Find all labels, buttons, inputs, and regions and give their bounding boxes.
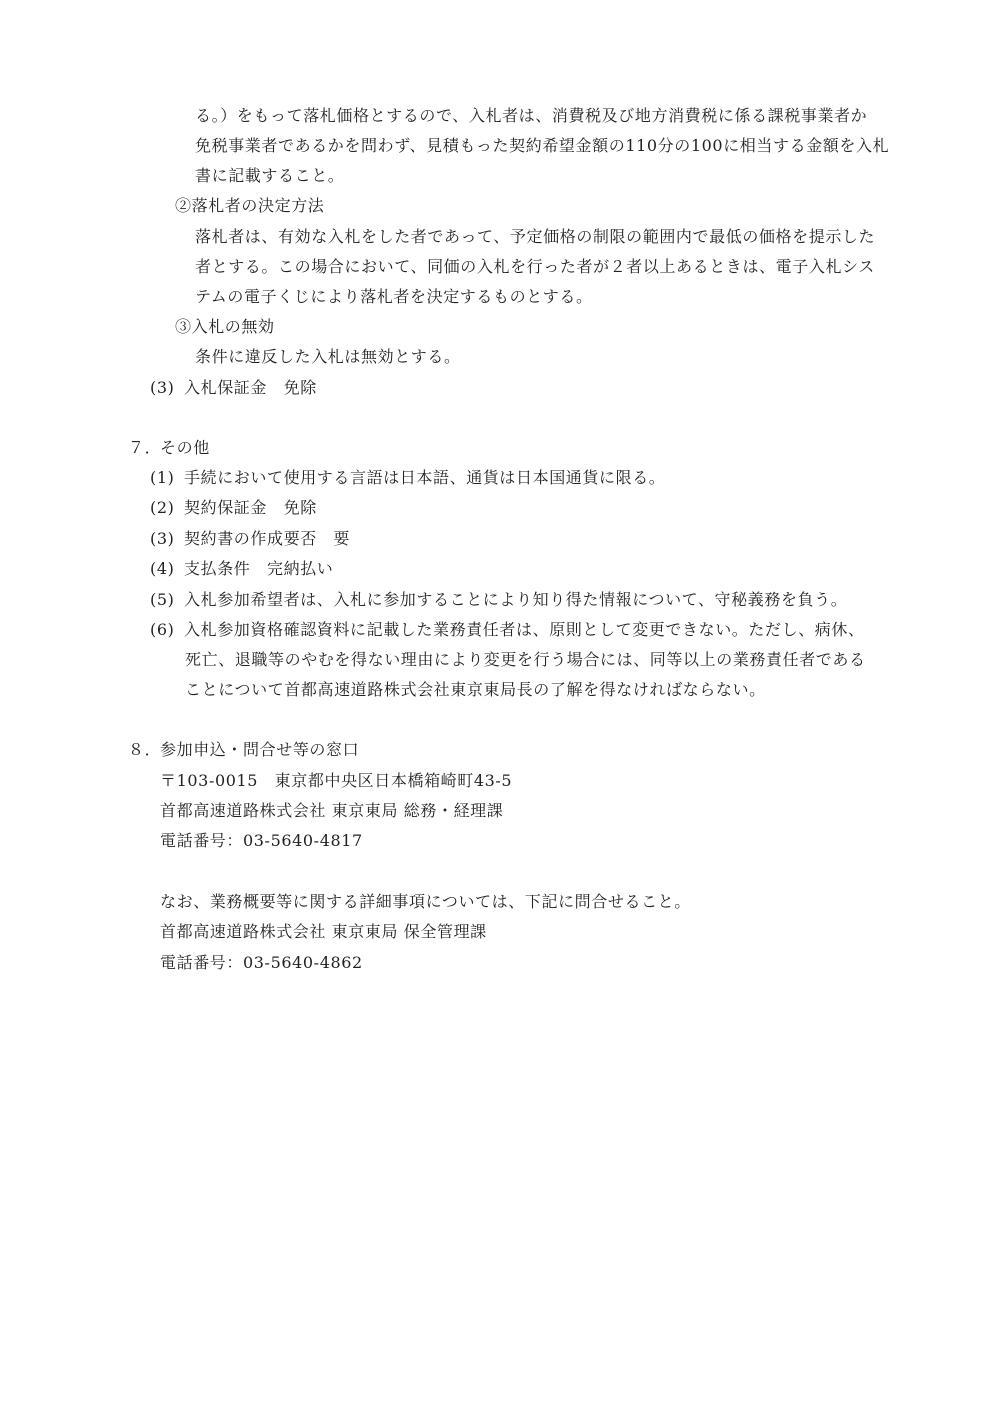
contact-phone: 電話番号：03-5640-4817 bbox=[160, 831, 363, 850]
section-number: ７． bbox=[128, 438, 162, 457]
list-item-number: (5) bbox=[150, 590, 175, 609]
list-item bbox=[150, 622, 865, 638]
body-text-line: 落札者は、有効な入札をした者であって、予定価格の制限の範囲内で最低の価格を提示した bbox=[195, 227, 876, 246]
body-text-line: 書に記載すること。 bbox=[195, 166, 345, 185]
inquiry-organization: 首都高速道路株式会社 東京東局 保全管理課 bbox=[160, 922, 487, 941]
section-title: 参加申込・問合せ等の窓口 bbox=[160, 740, 360, 759]
contact-organization: 首都高速道路株式会社 東京東局 総務・経理課 bbox=[160, 801, 504, 820]
list-item-text: 入札参加希望者は、入札に参加することにより知り得た情報について、守秘義務を負う。 bbox=[184, 590, 848, 609]
list-item bbox=[150, 531, 350, 547]
inquiry-phone: 電話番号：03-5640-4862 bbox=[160, 953, 363, 972]
body-text-line: テムの電子くじにより落札者を決定するものとする。 bbox=[195, 287, 593, 306]
list-item bbox=[150, 500, 317, 516]
section-title: その他 bbox=[160, 438, 210, 457]
list-item-text: 契約保証金 免除 bbox=[184, 498, 317, 517]
list-item-bid-bond bbox=[150, 380, 317, 396]
list-item-number: (3) bbox=[150, 529, 175, 548]
list-item-text: 入札参加資格確認資料に記載した業務責任者は、原則として変更できない。ただし、病休、 bbox=[184, 620, 865, 639]
list-item-continuation: 死亡、退職等のやむを得ない理由により変更を行う場合には、同等以上の業務責任者である bbox=[185, 650, 866, 669]
list-item-text: 支払条件 完納払い bbox=[184, 559, 334, 578]
list-item-number: (3) bbox=[150, 378, 175, 397]
list-item-text: 入札保証金 免除 bbox=[184, 378, 317, 397]
list-item-text: 手続において使用する言語は日本語、通貨は日本国通貨に限る。 bbox=[184, 468, 666, 487]
list-item-number: (2) bbox=[150, 498, 175, 517]
body-text-line: 者とする。この場合において、同価の入札を行った者が２者以上あるときは、電子入札シス bbox=[195, 257, 875, 276]
list-item-continuation: ことについて首都高速道路株式会社東京東局長の了解を得なければならない。 bbox=[185, 680, 766, 699]
subheading-invalid-bid: ③入札の無効 bbox=[175, 317, 275, 336]
section-number: ８． bbox=[128, 740, 162, 759]
body-text-line: 免税事業者であるかを問わず、見積もった契約希望金額の110分の100に相当する金額を入札 bbox=[195, 136, 890, 155]
list-item-number: (4) bbox=[150, 559, 175, 578]
body-text-line: る。）をもって落札価格とするので、入札者は、消費税及び地方消費税に係る課税事業者か bbox=[195, 106, 868, 125]
list-item-text: 契約書の作成要否 要 bbox=[184, 529, 351, 548]
subheading-decision-method: ②落札者の決定方法 bbox=[175, 196, 325, 215]
list-item bbox=[150, 561, 333, 577]
list-item-number: (6) bbox=[150, 620, 175, 639]
list-item bbox=[150, 470, 665, 486]
body-text-line: 条件に違反した入札は無効とする。 bbox=[195, 347, 461, 366]
inquiry-note: なお、業務概要等に関する詳細事項については、下記に問合せること。 bbox=[160, 892, 691, 911]
list-item-number: (1) bbox=[150, 468, 175, 487]
section-7-heading bbox=[128, 440, 210, 456]
contact-address: 〒103-0015 東京都中央区日本橋箱崎町43-5 bbox=[160, 771, 513, 790]
list-item bbox=[150, 592, 847, 608]
section-8-heading bbox=[128, 742, 359, 758]
